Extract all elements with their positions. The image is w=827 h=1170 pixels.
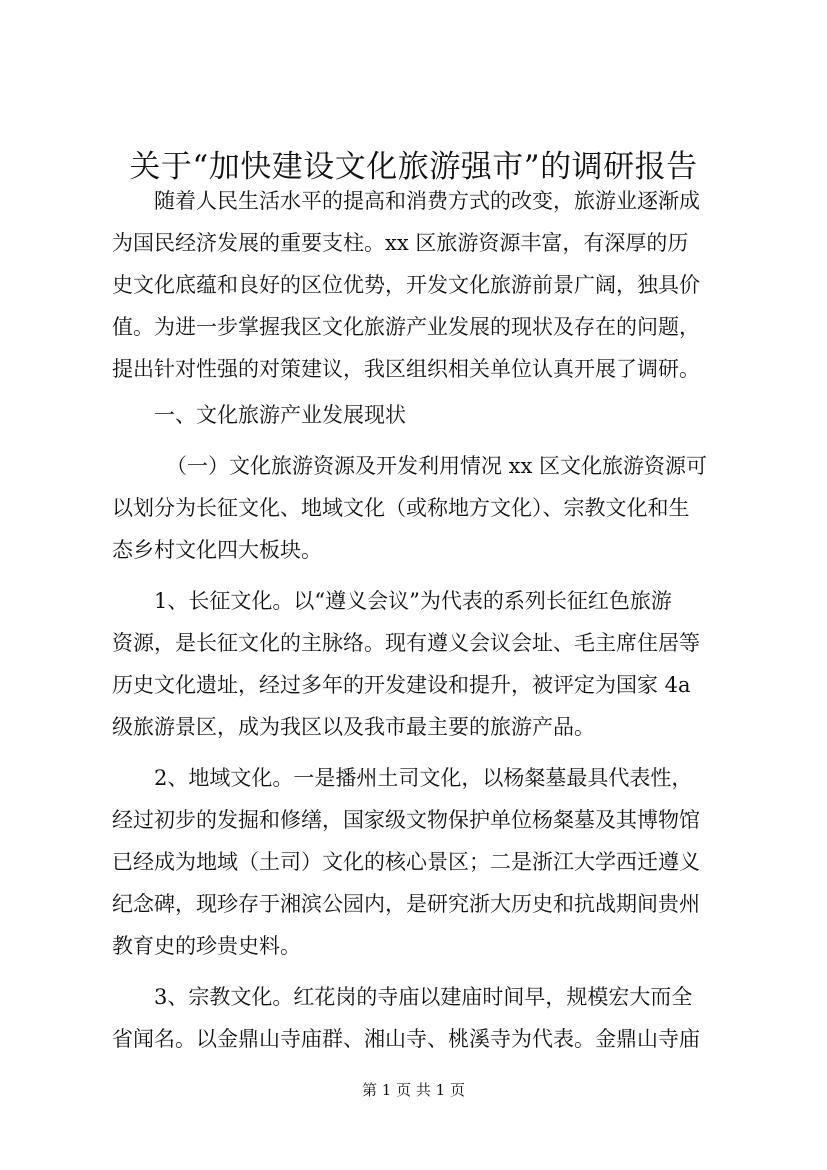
text-line: 1、长征文化。以“遵义会议”为代表的系列长征红色旅游 [154, 589, 672, 613]
document-title: 关于“加快建设文化旅游强市”的调研报告 [129, 149, 698, 185]
text-line: 以划分为长征文化、地域文化（或称地方文化）、宗教文化和生 [112, 496, 690, 520]
paragraph-religious-culture [112, 976, 740, 1060]
text-line: 值。为进一步掌握我区文化旅游产业发展的现状及存在的问题， [112, 315, 700, 339]
text-line: 级旅游景区，成为我区以及我市最主要的旅游产品。 [112, 715, 595, 739]
paragraph-intro [112, 180, 740, 390]
text-line: 2、地域文化。一是播州土司文化，以杨粲墓最具代表性， [154, 766, 693, 790]
text-line: 态乡村文化四大板块。 [112, 538, 322, 562]
paragraph-long-march-culture [112, 580, 740, 748]
text-line: 已经成为地域（土司）文化的核心景区；二是浙江大学西迁遵义 [112, 850, 700, 874]
text-line: 资源，是长征文化的主脉络。现有遵义会议会址、毛主席住居等 [112, 631, 700, 655]
text-line: 一、文化旅游产业发展现状 [154, 403, 406, 427]
text-line: 教育史的珍贵史料。 [112, 934, 301, 958]
document-body [112, 167, 740, 1060]
text-line: 随着人民生活水平的提高和消费方式的改变，旅游业逐渐成 [154, 189, 700, 213]
text-line: 省闻名。以金鼎山寺庙群、湘山寺、桃溪寺为代表。金鼎山寺庙 [112, 1027, 700, 1051]
text-line: 纪念碑，现珍存于湘滨公园内，是研究浙大历史和抗战期间贵州 [112, 892, 700, 916]
text-line: 3、宗教文化。红花岗的寺庙以建庙时间早，规模宏大而全 [154, 985, 693, 1009]
text-line: 经过初步的发掘和修缮，国家级文物保护单位杨粲墓及其博物馆 [112, 808, 700, 832]
text-line: 提出针对性强的对策建议，我区组织相关单位认真开展了调研。 [112, 357, 700, 381]
text-line: 历史文化遗址，经过多年的开发建设和提升，被评定为国家 4a [112, 673, 691, 697]
section-heading [112, 394, 740, 436]
text-line: 为国民经济发展的重要支柱。xx 区旅游资源丰富，有深厚的历 [112, 231, 689, 255]
text-line: 史文化底蕴和良好的区位优势，开发文化旅游前景广阔，独具价 [112, 273, 700, 297]
paragraph-regional-culture [112, 757, 740, 967]
text-line: （一）文化旅游资源及开发利用情况 xx 区文化旅游资源可 [166, 454, 708, 478]
page-number-footer: 第 1 页 共 1 页 [362, 1081, 465, 1099]
paragraph-resources [112, 445, 740, 571]
